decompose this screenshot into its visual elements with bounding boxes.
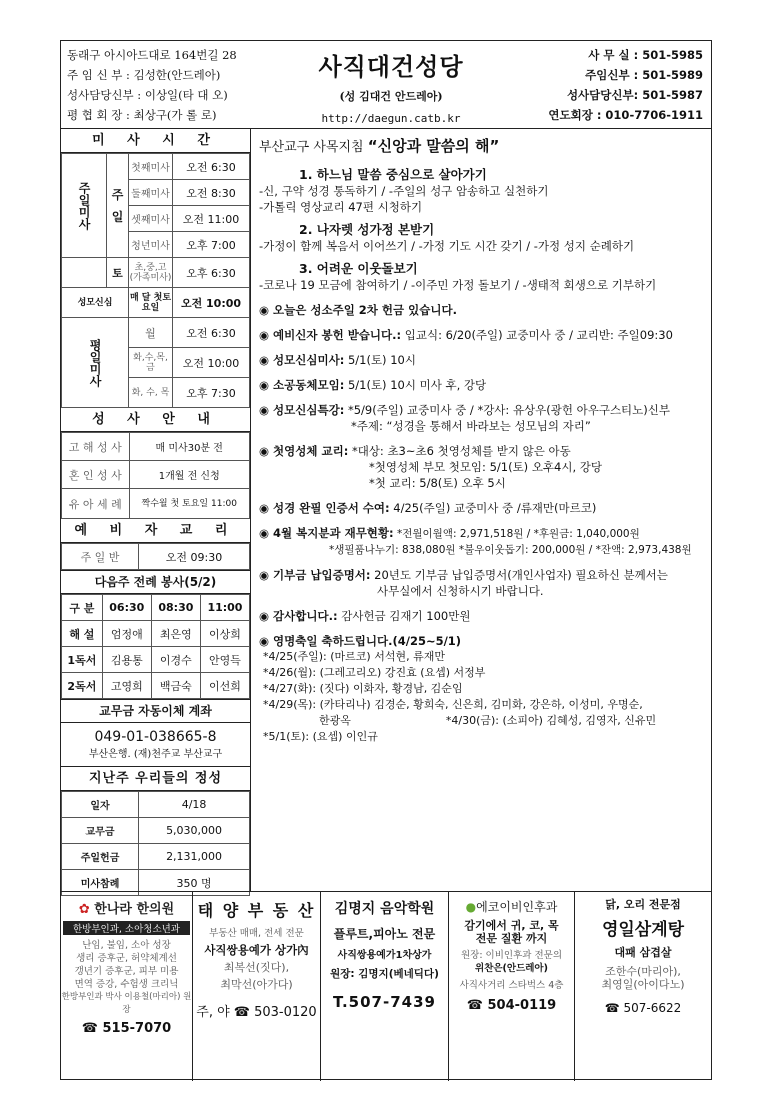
- feast-line: *5/1(토): (요셉) 이인규: [263, 730, 378, 743]
- account-box: [61, 723, 250, 767]
- sacrament-value: 1개월 전 신청: [129, 461, 250, 489]
- ad-line: 전문 질환 까지: [475, 932, 548, 945]
- ad-line: 면역 증강, 수험생 크리닉: [74, 979, 179, 990]
- ad-line: 닭, 오리 전문점: [605, 898, 681, 911]
- ad-line: 원장: 김명지(베네딕다): [330, 968, 439, 980]
- goal-3a: -코로나 19 모금에 참여하기 / -이주민 가정 돌보기 / -생태적 회생으로 기부하기: [259, 278, 657, 292]
- notice-text-2: 사무실에서 신청하시기 바랍니다.: [377, 584, 544, 598]
- mass-time: 오전 6:30: [173, 154, 250, 180]
- notice-text: 5/1(토) 10시: [344, 353, 416, 367]
- ad-phone: T.507-7439: [333, 993, 436, 1011]
- phone-pastor: 주임신부 : 501-5989: [585, 68, 703, 82]
- notice-text: 입교식: 6/20(주일) 교중미사 중 / 교리반: 주일09:30: [401, 328, 673, 342]
- notice-mary-lecture: [259, 402, 709, 434]
- sacrament-value: 매 미사30분 전: [129, 433, 250, 461]
- weekday-label: [62, 318, 129, 408]
- ad-line: 사직사거리 스타벅스 4층: [459, 980, 564, 991]
- offering-key: 교무금: [62, 818, 139, 844]
- mass-time: 오전 11:00: [173, 206, 250, 232]
- service-table: [61, 594, 250, 699]
- catechumen-title: 예 비 자 교 리: [61, 519, 250, 543]
- service-cell: 해 설: [62, 621, 103, 647]
- offering-table: [61, 791, 250, 896]
- ad-line: 위찬은(안드레아): [475, 963, 548, 974]
- ad-line: 난임, 불임, 소아 성장: [82, 940, 171, 951]
- ad-line: 조한수(마리아),: [605, 965, 681, 978]
- weekday-time: 오전 10:00: [173, 348, 250, 378]
- pastoral-motto: [259, 135, 709, 156]
- council-president: 평 협 회 장 : 최상구(가 롤 로): [67, 108, 217, 122]
- parish-subtitle: (성 김대건 안드레아): [339, 90, 443, 103]
- mass-table: [61, 153, 250, 408]
- mass-time: 오후 7:00: [173, 232, 250, 258]
- ad-name-text: 한나라 한의원: [94, 902, 175, 917]
- catechumen-table: [61, 543, 250, 570]
- sacrament-table: [61, 432, 250, 519]
- ad-line: 한방부인과, 소아청소년과: [63, 921, 190, 935]
- notice-welfare: [259, 525, 709, 558]
- catechumen-time: 오전 09:30: [139, 544, 250, 570]
- notice-text: 5/1(토) 10시 미사 후, 강당: [344, 378, 487, 392]
- service-cell: 최은영: [151, 621, 200, 647]
- ad-line: 플루트,피아노 전문: [333, 927, 436, 941]
- service-cell: 2독서: [62, 673, 103, 699]
- sacrament-name: 고 해 성 사: [62, 433, 130, 461]
- ad-name: [61, 898, 192, 917]
- notice-feast: ◉ 영명축일 축하드립니다.(4/25~5/1): [259, 634, 462, 648]
- notice-first-communion: [259, 443, 709, 491]
- address: 동래구 아시아드대로 164번길 28: [67, 48, 237, 62]
- service-cell: 고영희: [102, 673, 151, 699]
- sunday-label-text: 주일미사: [77, 181, 91, 230]
- offering-key: 주일헌금: [62, 844, 139, 870]
- offering-value: 5,030,000: [139, 818, 250, 844]
- mass-name: 둘째미사: [129, 180, 173, 206]
- notice-catechumen: [259, 327, 709, 343]
- ad-line: 최영일(아이다노): [601, 978, 685, 991]
- phone-assistant: 성사담당신부: 501-5987: [566, 88, 703, 102]
- service-title: 다음주 전례 봉사(5/2): [61, 570, 250, 594]
- notice-label: ◉ 기부금 납입증명서:: [259, 568, 371, 582]
- ad-line: 최막선(아가다): [220, 978, 293, 991]
- ad-music: [321, 892, 449, 1081]
- notice-text: *전월이월액: 2,971,518원 / *후원금: 1,040,000원: [393, 528, 640, 540]
- bulletin-frame: [60, 40, 712, 1080]
- notice-text-2: *주제: “성경을 통해서 바라보는 성모님의 자리”: [351, 419, 591, 433]
- ad-name: [449, 898, 574, 915]
- notice-text: *5/9(주일) 교중미사 중 / *강사: 유상우(광헌 아우구스티노)신부: [344, 403, 670, 417]
- sat-label: 토: [107, 258, 129, 288]
- ju-text: 주: [111, 187, 124, 202]
- notice-bible-cert: [259, 500, 709, 516]
- weekday-name: 화,수,목,금: [129, 348, 173, 378]
- sacrament-name: 혼 인 성 사: [62, 461, 130, 489]
- assistant-priest: 성사담당신부 : 이상일(타 대 오): [67, 88, 228, 102]
- mary-time: 오전 10:00: [173, 288, 250, 318]
- feast-text: *4/30(금): (소피아) 김혜성, 김영자, 신유민: [445, 714, 657, 727]
- service-cell: 1독서: [62, 647, 103, 673]
- notice-text: *대상: 초3~초6 첫영성체를 받지 않은 아동: [348, 444, 571, 458]
- sat-time: 오후 6:30: [173, 258, 250, 288]
- weekday-name: 월: [129, 318, 173, 348]
- ad-restaurant: [575, 892, 711, 1081]
- notice-small-community: [259, 377, 709, 393]
- account-title: 교무금 자동이체 계좌: [61, 699, 250, 723]
- notice-label: ◉ 감사합니다.:: [259, 609, 338, 623]
- motto-prefix: 부산교구 사목지침: [259, 140, 364, 155]
- service-head: 구 분: [62, 595, 103, 621]
- service-cell: 이선희: [200, 673, 249, 699]
- ad-name: 영일삼계탕: [601, 920, 685, 940]
- ad-phone: ☎ 515-7070: [81, 1021, 172, 1036]
- parish-url[interactable]: http://daegun.catb.kr: [321, 112, 461, 125]
- mass-name: 첫째미사: [129, 154, 173, 180]
- service-cell: 이상희: [200, 621, 249, 647]
- ad-line: 갱년기 증후군, 피부 미용: [74, 966, 179, 977]
- header-center: [301, 47, 481, 125]
- sunday-label: [62, 154, 107, 258]
- goal-2a: -가정이 함께 복음서 이어쓰기 / -가정 기도 시간 갖기 / -가정 성지 순례하기: [259, 239, 635, 253]
- parish-title: 사직대건성당: [318, 53, 464, 81]
- ad-line: 대패 삼겹살: [614, 946, 672, 959]
- ad-line: 부동산 매매, 전세 전문: [209, 928, 304, 939]
- ad-realty: [193, 892, 321, 1081]
- ad-line: 한방부인과 박사 이용철(마리아) 원장: [61, 992, 192, 1015]
- goal-1: 1. 하느님 말씀 중심으로 살아가기: [299, 167, 487, 182]
- il-text: 일: [111, 209, 124, 224]
- offering-value: 350 명: [139, 870, 250, 896]
- phone-office: 사 무 실 : 501-5985: [588, 48, 703, 62]
- offering-value: 4/18: [139, 792, 250, 818]
- service-cell: 안영득: [200, 647, 249, 673]
- mary-label: 성모신심: [62, 288, 129, 318]
- ad-name-text: 에코이비인후과: [476, 900, 558, 914]
- notice-label: ◉ 소공동체모임:: [259, 378, 345, 392]
- feast-line: [259, 713, 709, 729]
- ad-line: 사직쌍용예가1차상가: [337, 950, 432, 961]
- service-cell: 엄정애: [102, 621, 151, 647]
- goal-2: 2. 나자렛 성가정 본받기: [299, 222, 435, 237]
- sacrament-name: 유 아 세 례: [62, 489, 130, 519]
- service-head: 06:30: [102, 595, 151, 621]
- feast-line: *4/25(주일): (마르코) 서석현, 류재만: [263, 650, 445, 663]
- sat-name: 초,중,고 (가족미사): [129, 258, 173, 288]
- left-column: [61, 129, 251, 891]
- ad-name: 태 양 부 동 산: [197, 901, 316, 920]
- mary-name: 매 달 첫토요일: [129, 288, 173, 318]
- notice-text: 4/25(주일) 교중미사 중 /류재만(마르코): [389, 501, 597, 515]
- notice-label: ◉ 예비신자 봉헌 받습니다.:: [259, 328, 402, 342]
- service-head: 08:30: [151, 595, 200, 621]
- account-number: 049-01-038665-8: [94, 729, 217, 745]
- offering-value: 2,131,000: [139, 844, 250, 870]
- offering-key: 미사참례: [62, 870, 139, 896]
- notice-text-2: *첫영성체 부모 첫모임: 5/1(토) 오후4시, 강당: [369, 460, 602, 474]
- offering-title: 지난주 우리들의 정성: [61, 767, 250, 791]
- mass-time: 오전 8:30: [173, 180, 250, 206]
- goal-3: 3. 어려운 이웃돌보기: [299, 261, 418, 276]
- phone-youth: 연도회장 : 010-7706-1911: [548, 108, 703, 122]
- ad-line: 원장: 이비인후과 전문의: [460, 950, 562, 961]
- notice-text-3: *첫 교리: 5/8(토) 오후 5시: [369, 476, 506, 490]
- weekday-time: 오전 6:30: [173, 318, 250, 348]
- ad-clinic: [61, 892, 193, 1081]
- header-left: [67, 45, 237, 125]
- notice-text: 감사헌금 김재기 100만원: [337, 609, 471, 623]
- mass-name: 셋째미사: [129, 206, 173, 232]
- feast-line: *4/29(목): (카타리나) 김경순, 황희숙, 신은희, 김미화, 강은하, 이성미, 우명순,: [263, 698, 643, 711]
- header-right: [548, 45, 703, 125]
- ad-line: 생리 증후군, 허약체계선: [76, 953, 177, 964]
- sacrament-value: 짝수월 첫 토요일 11:00: [129, 489, 250, 519]
- notice-donation-cert: [259, 567, 709, 599]
- notice-vocation: ◉ 오늘은 성소주일 2차 헌금 있습니다.: [259, 303, 457, 317]
- service-head: 11:00: [200, 595, 249, 621]
- sacrament-title: 성 사 안 내: [61, 408, 250, 432]
- notice-column: [251, 129, 713, 891]
- notice-thanks: [259, 608, 709, 624]
- notice-text: 20년도 기부금 납입증명서(개인사업자) 필요하신 분께서는: [370, 568, 668, 582]
- weekday-name: 화, 수, 목: [129, 378, 173, 408]
- notice-label: ◉ 성모신심특강:: [259, 403, 345, 417]
- offering-key: 일자: [62, 792, 139, 818]
- ad-line: 사직쌍용예가 상가內: [204, 943, 309, 957]
- ad-line: 감기에서 귀, 코, 목: [464, 919, 559, 932]
- notice-label: ◉ 성경 완필 인증서 수여:: [259, 501, 390, 515]
- ad-line: 최복선(짓다),: [223, 961, 290, 974]
- notice-label: ◉ 성모신심미사:: [259, 353, 345, 367]
- feast-text: 한광옥: [319, 714, 351, 727]
- mass-title: 미 사 시 간: [61, 129, 250, 153]
- ad-phone: ☎ 504-0119: [466, 998, 557, 1013]
- ad-ent: [449, 892, 575, 1081]
- ads-row: [61, 891, 711, 1081]
- ad-name: 김명지 음악학원: [334, 901, 435, 917]
- pastor: 주 임 신 부 : 김성한(안드레아): [67, 68, 221, 82]
- catechumen-name: 주 일 반: [62, 544, 139, 570]
- service-cell: 김용통: [102, 647, 151, 673]
- feast-line: *4/26(월): (그레고리오) 강진효 (요셉) 서정부: [263, 666, 486, 679]
- goal-1b: -가톨릭 영상교리 47편 시청하기: [259, 200, 423, 214]
- header: [61, 41, 711, 129]
- ad-phone: ☎ 507-6622: [604, 1001, 682, 1015]
- notice-label: ◉ 4월 복지분과 재무현황:: [259, 526, 394, 540]
- flower-icon: ✿: [78, 902, 90, 917]
- motto-text: “신앙과 말씀의 해”: [367, 137, 500, 155]
- ent-logo-icon: ●: [465, 900, 477, 914]
- account-bank: 부산은행. (재)천주교 부산교구: [88, 749, 223, 760]
- weekday-label-text: 평일미사: [88, 338, 102, 387]
- mass-name: 청년미사: [129, 232, 173, 258]
- notice-mary-mass: [259, 352, 709, 368]
- notice-text-2: *생필품나누기: 838,080원 *불우이웃돕기: 200,000원 / *잔액: 2,973,438원: [329, 544, 692, 556]
- weekday-time: 오후 7:30: [173, 378, 250, 408]
- feast-line: *4/27(화): (짓다) 이화자, 황경남, 김순임: [263, 682, 463, 695]
- notice-label: ◉ 첫영성체 교리:: [259, 444, 349, 458]
- service-cell: 이경수: [151, 647, 200, 673]
- ju-il-label: [107, 154, 129, 258]
- goal-1a: -신, 구약 성경 통독하기 / -주일의 성구 암송하고 실천하기: [259, 184, 549, 198]
- service-cell: 백금숙: [151, 673, 200, 699]
- ad-phone: 주, 야 ☎ 503-0120: [196, 1005, 317, 1020]
